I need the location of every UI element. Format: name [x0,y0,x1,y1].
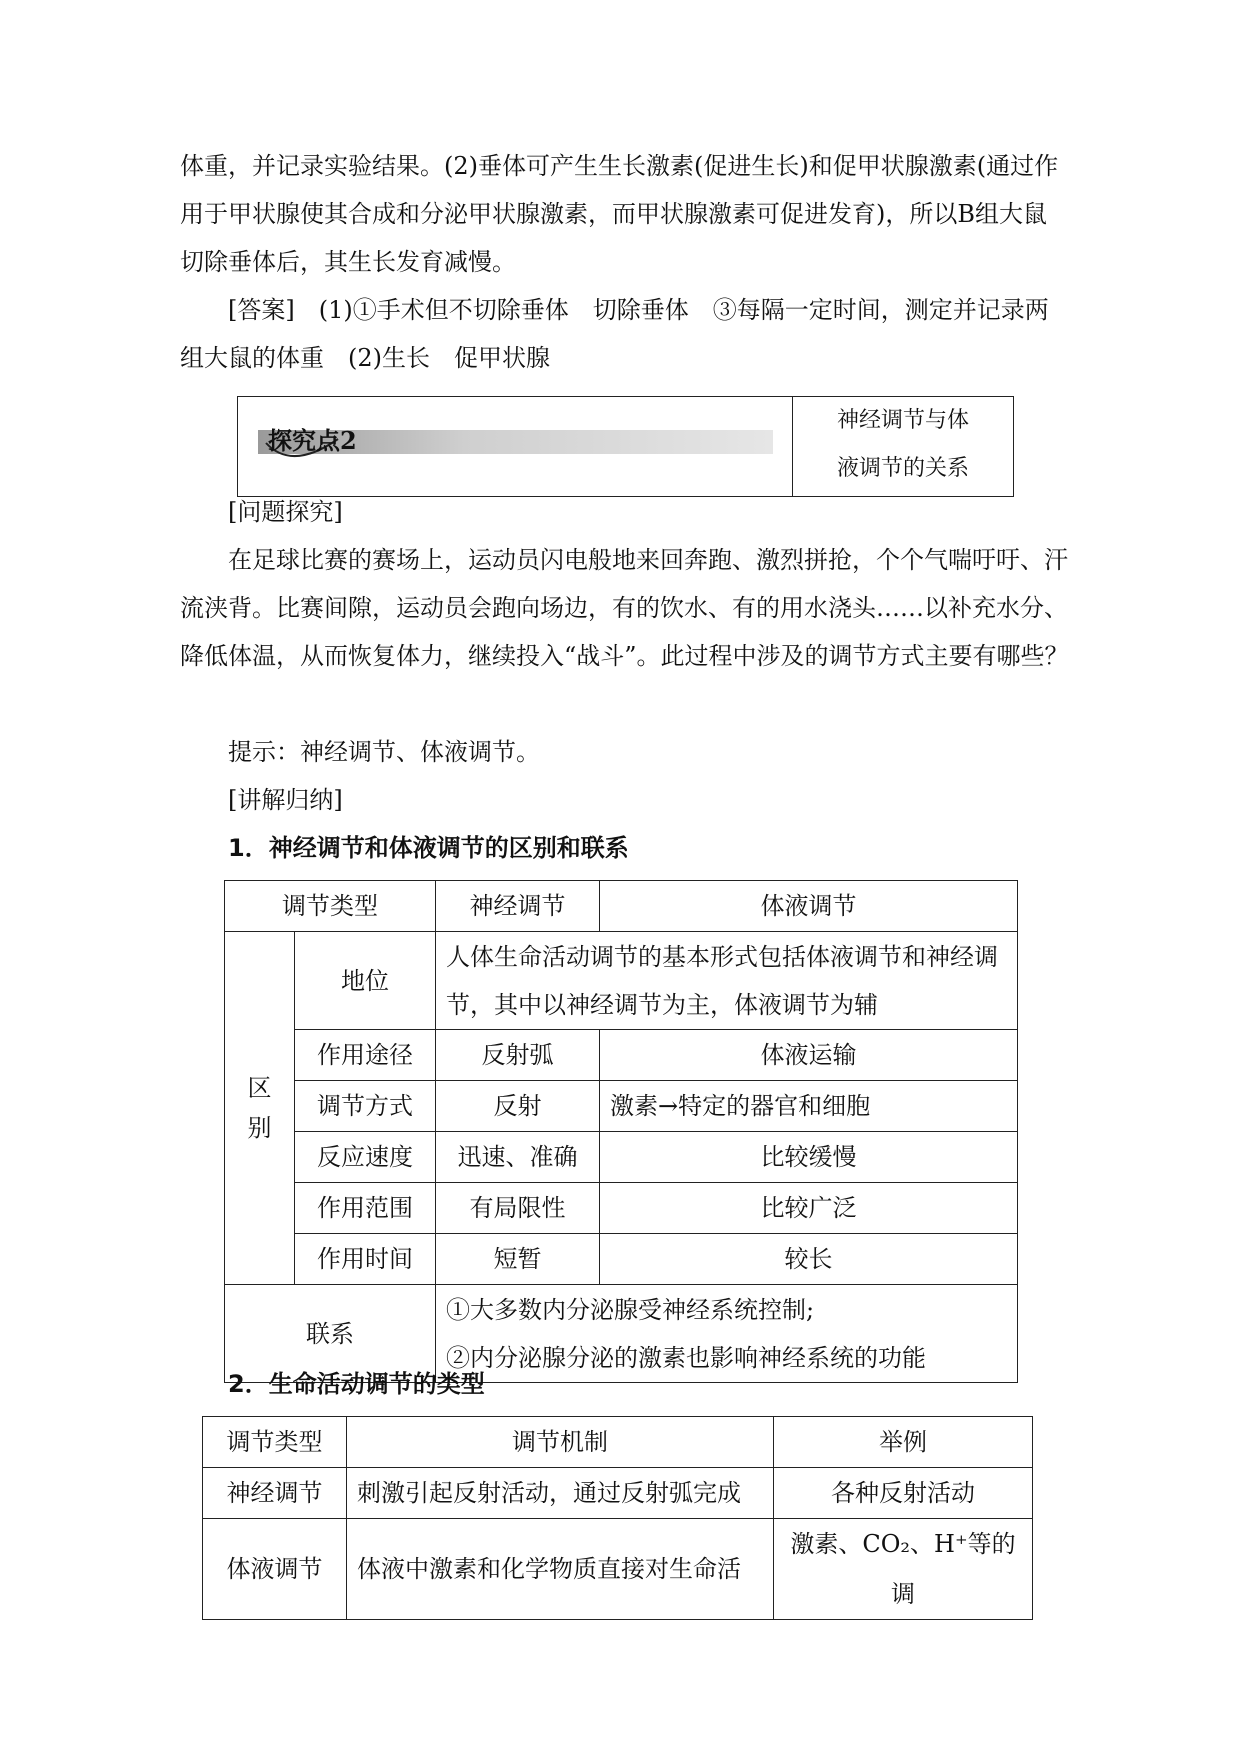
neural-cell: 反射弧 [436,1030,600,1081]
comparison-table [224,880,1018,1383]
banner-tag: 探究点2 [268,426,357,455]
mechanism-cell: 体液中激素和化学物质直接对生命活 [347,1519,774,1620]
answer-paragraph: [答案] (1)①手术但不切除垂体 切除垂体 ③每隔一定时间，测定并记录两组大鼠的体重 (2)生长 促甲状腺 [180,296,1049,372]
section-banner [237,396,1014,497]
row-label: 作用途径 [295,1030,436,1081]
types-table [202,1416,1033,1620]
header-mechanism: 调节机制 [347,1417,774,1468]
mechanism-cell: 刺激引起反射活动，通过反射弧完成 [347,1468,774,1519]
type-cell: 神经调节 [203,1468,347,1519]
row-label: 调节方式 [295,1081,436,1132]
header-example: 举例 [774,1417,1033,1468]
table1-heading: 1．神经调节和体液调节的区别和联系 [228,834,629,862]
header-humoral: 体液调节 [600,881,1018,932]
link-text [436,1285,1018,1383]
example-cell: 激素、CO₂、H⁺等的调 [774,1519,1033,1620]
table2-heading: 2．生命活动调节的类型 [228,1370,485,1398]
neural-cell: 反射 [436,1081,600,1132]
neural-cell: 短暂 [436,1234,600,1285]
banner-title-line2: 液调节的关系 [836,456,969,481]
humoral-cell: 激素→特定的器官和细胞 [600,1081,1018,1132]
header-type: 调节类型 [203,1417,347,1468]
row-label: 作用时间 [295,1234,436,1285]
header-neural: 神经调节 [436,881,600,932]
link-line2: ②内分泌腺分泌的激素也影响神经系统的功能 [446,1343,926,1372]
header-type: 调节类型 [225,881,436,932]
row-label: 反应速度 [295,1132,436,1183]
group-label: 区别 [247,1074,272,1142]
problem-paragraph: 在足球比赛的赛场上，运动员闪电般地来回奔跑、激烈拼抢，个个气喘吁吁、汗流浃背。比赛间隙，运动员会跑向场边，有的饮水、有的用水浇头……以补充水分、降低体温，从而恢复体力，继续投入“战斗”。此过程中涉及的调节方式主要有哪些？ [180,546,1069,670]
neural-cell: 有局限性 [436,1183,600,1234]
humoral-cell: 体液运输 [600,1030,1018,1081]
humoral-cell: 比较缓慢 [600,1132,1018,1183]
link-label: 联系 [225,1285,436,1383]
link-line1: ①大多数内分泌腺受神经系统控制; [446,1295,815,1324]
group-label-cell [225,932,295,1285]
type-cell: 体液调节 [203,1519,347,1620]
banner-title-line1: 神经调节与体 [836,408,969,433]
neural-cell: 迅速、准确 [436,1132,600,1183]
position-text: 人体生命活动调节的基本形式包括体液调节和神经调节，其中以神经调节为主，体液调节为辅 [436,932,1018,1030]
banner-tag-area [238,397,793,496]
row-label: 作用范围 [295,1183,436,1234]
explain-heading: [讲解归纳] [228,786,343,814]
banner-title [793,397,1013,496]
humoral-cell: 比较广泛 [600,1183,1018,1234]
intro-paragraph: 体重，并记录实验结果。(2)垂体可产生生长激素(促进生长)和促甲状腺激素(通过作用于甲状腺使其合成和分泌甲状腺激素，而甲状腺激素可促进发育)，所以B组大鼠切除垂体后，其生长发育减慢。 [180,152,1059,276]
example-cell: 各种反射活动 [774,1468,1033,1519]
problem-heading: [问题探究] [228,498,343,526]
hint-text: 提示：神经调节、体液调节。 [228,738,540,766]
row-label: 地位 [295,932,436,1030]
humoral-cell: 较长 [600,1234,1018,1285]
